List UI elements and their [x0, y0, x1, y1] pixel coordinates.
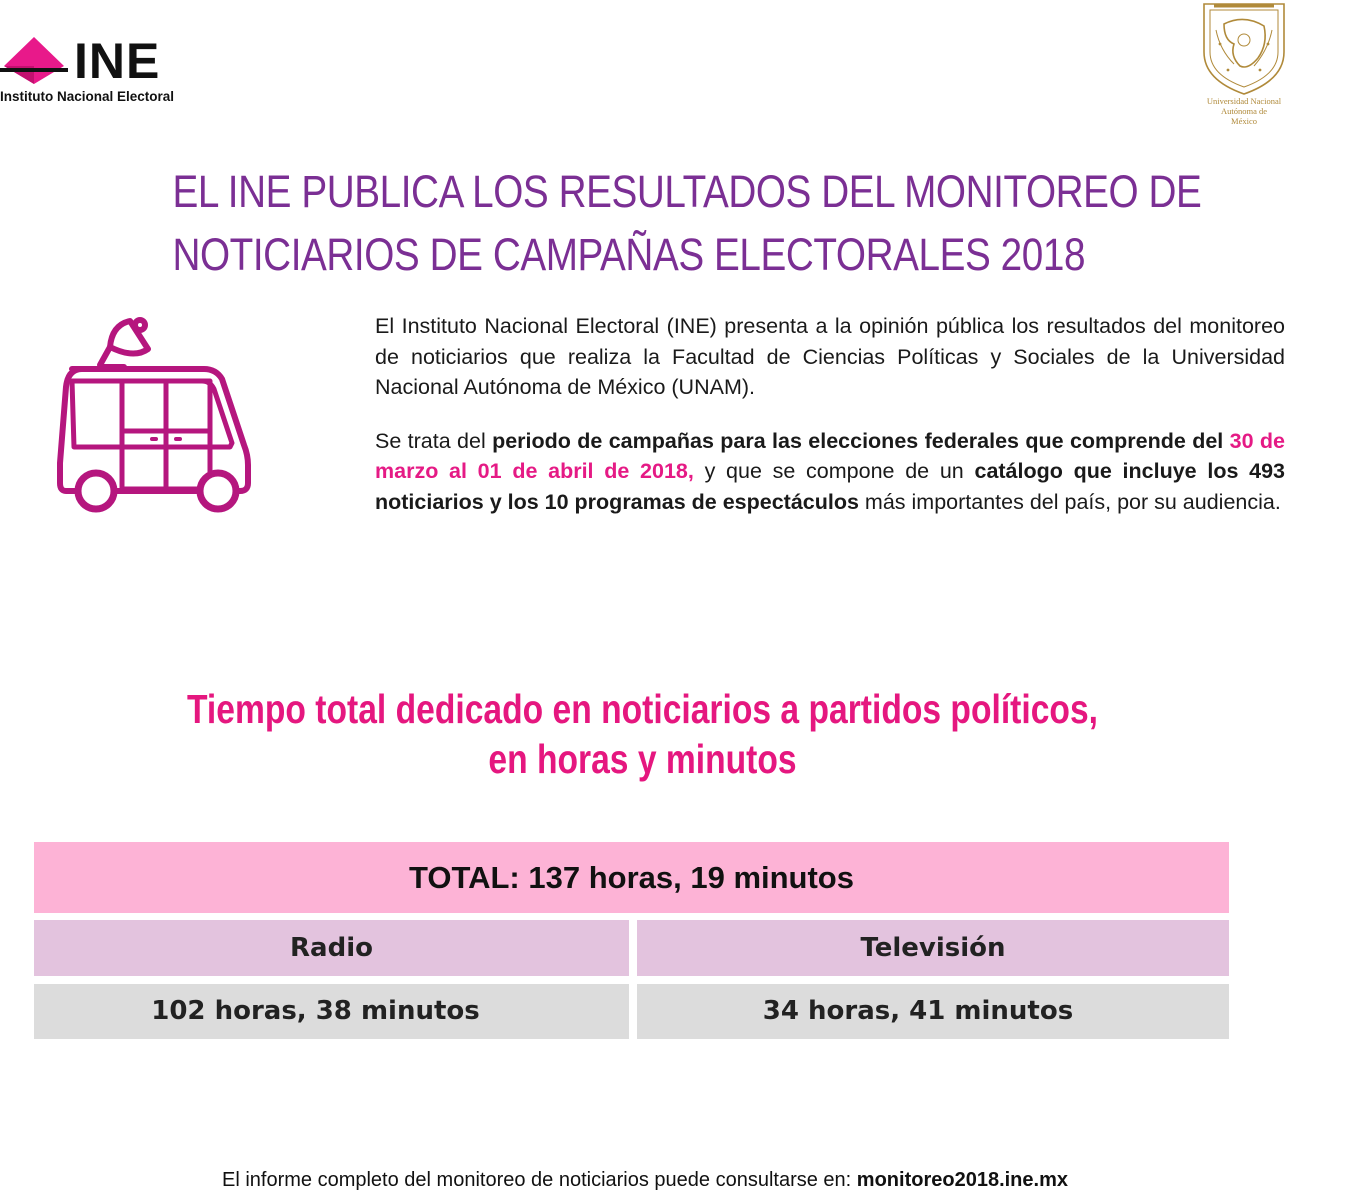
ine-logo-text: INE — [74, 33, 161, 89]
campaign-dates: 30 de marzo al 01 de abril de 2018, — [375, 428, 1285, 483]
television-header: Televisión — [637, 920, 1229, 976]
satellite-van-icon — [52, 315, 258, 517]
ine-logo — [0, 34, 222, 106]
catalog-text: catálogo que incluye los 493 noticiarios y los 10 programas de espectáculos — [375, 459, 1285, 514]
total-time-row: TOTAL: 137 horas, 19 minutos — [34, 842, 1229, 913]
section-title-line-1: Tiempo total dedicado en noticiarios a partidos políticos, — [187, 686, 1098, 732]
unam-logo-caption: Universidad Nacional Autónoma de México — [1206, 96, 1282, 126]
page-title-line-2: NOTICIARIOS DE CAMPAÑAS ELECTORALES 2018 — [172, 229, 1086, 280]
intro-paragraph-1: El Instituto Nacional Electoral (INE) presenta a la opinión pública los resultados del monitoreo de noticiarios que realiza la Facultad de Ciencias Políticas y Sociales de la Universidad Nacional Autónoma de México (UNAM). — [375, 314, 1285, 399]
page-title — [172, 160, 1202, 286]
ine-logo-subtitle: Instituto Nacional Electoral — [0, 89, 175, 104]
intro-text — [375, 311, 1285, 517]
unam-shield-icon — [1194, 0, 1294, 96]
radio-header: Radio — [34, 920, 629, 976]
footer-note — [0, 1166, 1290, 1194]
report-link[interactable]: monitoreo2018.ine.mx — [856, 1169, 1068, 1191]
section-title — [165, 684, 1120, 784]
footer-text: El informe completo del monitoreo de noticiarios puede consultarse en: — [222, 1169, 857, 1191]
campaign-period-text: periodo de campañas para las elecciones federales que comprende del — [492, 428, 1224, 453]
ine-diamond-icon — [0, 34, 72, 84]
section-title-line-2: en horas y minutos — [488, 736, 797, 782]
page-title-line-1: EL INE PUBLICA LOS RESULTADOS DEL MONITOREO DE — [172, 166, 1202, 217]
radio-time-value: 102 horas, 38 minutos — [34, 984, 629, 1039]
television-time-value: 34 horas, 41 minutos — [637, 984, 1229, 1039]
unam-logo — [1194, 0, 1294, 135]
intro-paragraph-2: Se trata del periodo de campañas para las elecciones federales que comprende del 30 de marzo al 01 de abril de 2018, y que se compone de un catálogo que incluye los 493 noticiarios y los 10 programas de espectáculos más importantes del país, por su audiencia. — [375, 428, 1285, 514]
